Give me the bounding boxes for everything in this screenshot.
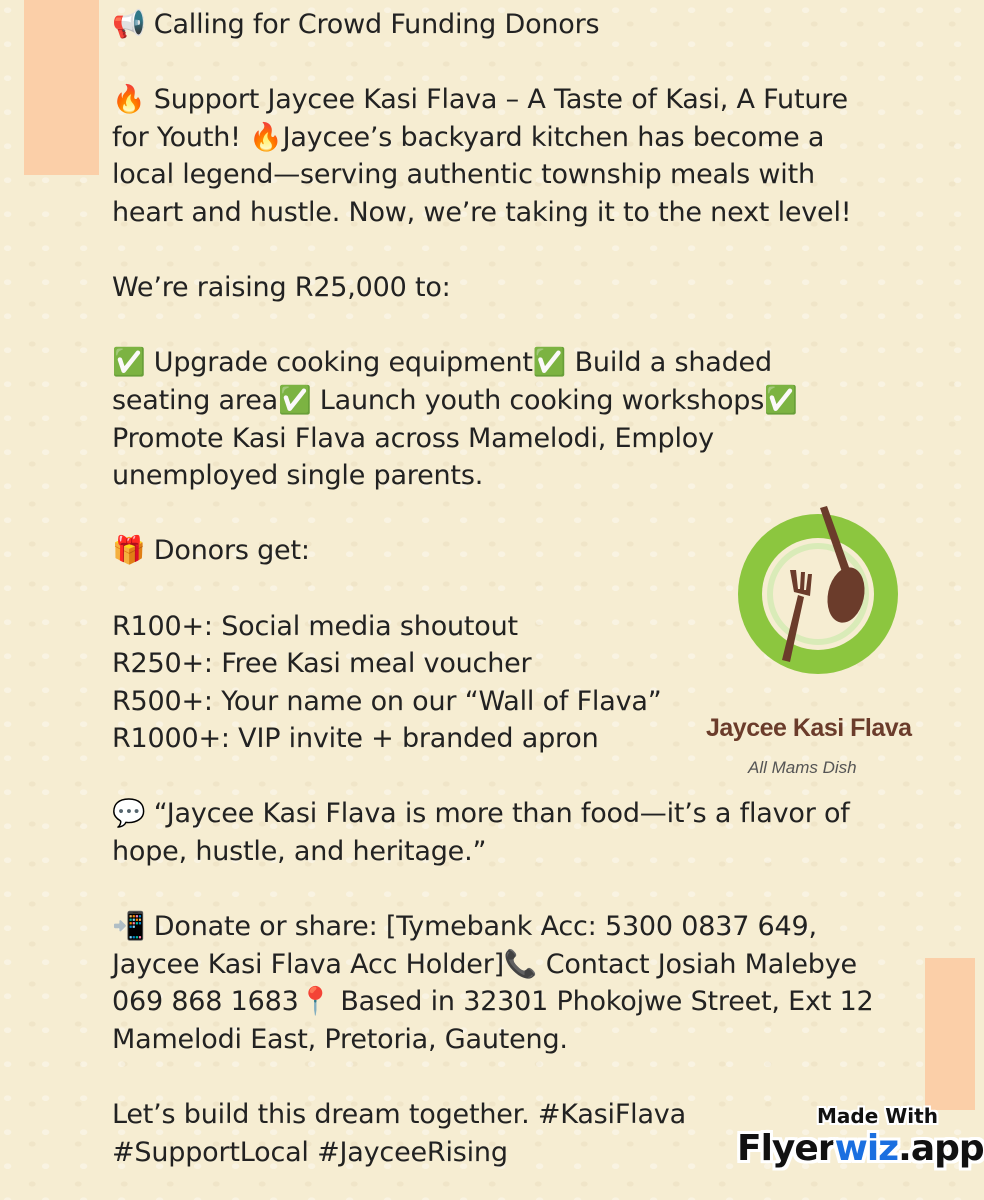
intro-line: local legend—serving authentic township meals with: [112, 159, 815, 191]
decorative-block-top: [24, 0, 99, 175]
made-with-label: Made With: [817, 1104, 938, 1128]
brand-part: .app: [898, 1128, 984, 1169]
intro-line: heart and hustle. Now, we’re taking it to the next level!: [112, 196, 852, 228]
quote-line: 💬 “Jaycee Kasi Flava is more than food—it’s a flavor of: [112, 798, 850, 830]
header-line: 📢 Calling for Crowd Funding Donors: [112, 9, 600, 40]
closing-line: Let’s build this dream together. #KasiFlava: [112, 1099, 686, 1131]
goals-line: unemployed single parents.: [112, 460, 484, 492]
donate-line: Mamelodi East, Pretoria, Gauteng.: [112, 1024, 568, 1056]
goals-line: Promote Kasi Flava across Mamelodi, Employ: [112, 422, 714, 454]
intro-line: 🔥 Support Jaycee Kasi Flava – A Taste of Kasi, A Future: [112, 84, 848, 116]
tier-line: R1000+: VIP invite + branded apron: [112, 723, 599, 755]
goal-line: We’re raising R25,000 to:: [112, 272, 451, 304]
brand-label: [737, 1128, 984, 1169]
tier-line: R100+: Social media shoutout: [112, 610, 518, 642]
intro-line: for Youth! 🔥Jaycee’s backyard kitchen has become a: [112, 121, 825, 153]
kasi-flava-logo: [700, 500, 940, 790]
tier-line: R250+: Free Kasi meal voucher: [112, 648, 532, 680]
donate-line: Jaycee Kasi Flava Acc Holder]📞 Contact Josiah Malebye: [112, 948, 857, 980]
quote-line: hope, hustle, and heritage.”: [112, 836, 487, 868]
donate-line: 069 868 1683📍 Based in 32301 Phokojwe Street, Ext 12: [112, 986, 874, 1018]
brand-part-accent: wiz: [834, 1128, 899, 1169]
donate-line: 📲 Donate or share: [Tymebank Acc: 5300 0837 649,: [112, 911, 817, 943]
brand-part: Flyer: [737, 1128, 835, 1169]
flyerwiz-watermark: [735, 1100, 984, 1180]
donors-heading: 🎁 Donors get:: [112, 535, 310, 567]
tier-line: R500+: Your name on our “Wall of Flava”: [112, 685, 662, 717]
logo-subtitle: All Mams Dish: [748, 758, 857, 777]
closing-line: #SupportLocal #JayceeRising: [112, 1136, 508, 1168]
logo-title: Jaycee Kasi Flava: [706, 714, 912, 742]
goals-line: seating area✅ Launch youth cooking workshops✅: [112, 384, 798, 416]
goals-line: ✅ Upgrade cooking equipment✅ Build a shaded: [112, 347, 772, 379]
